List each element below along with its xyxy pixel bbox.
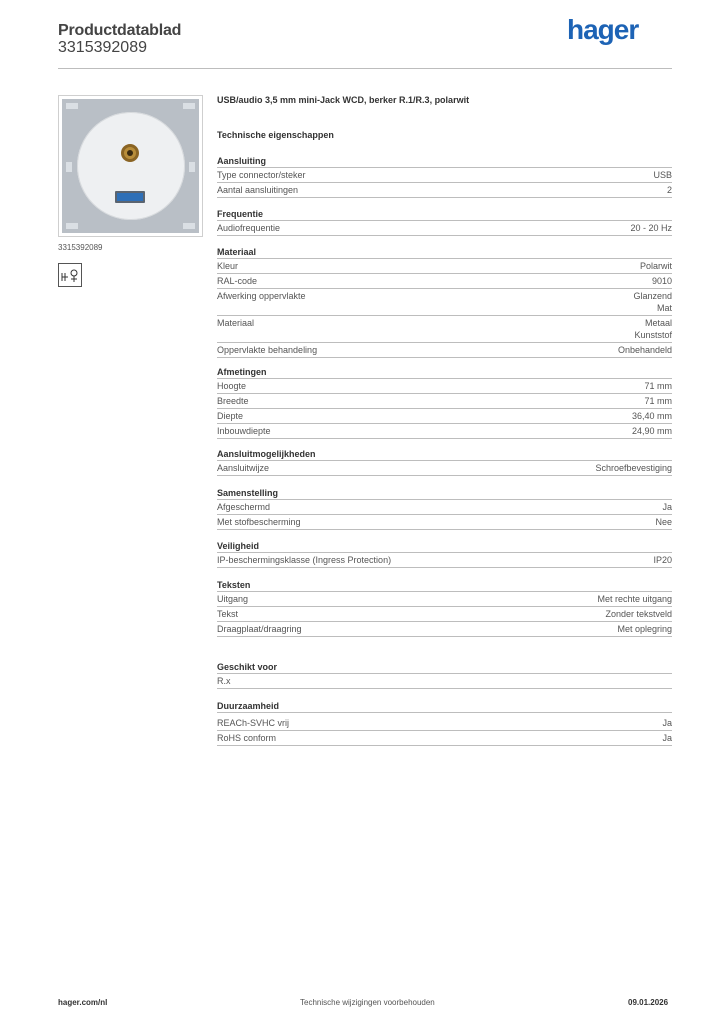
section-title: Frequentie (217, 208, 672, 221)
section-title: Veiligheid (217, 540, 672, 553)
section-afmetingen (217, 366, 672, 439)
row-value: Met rechte uitgang (597, 594, 672, 604)
row-value: USB (653, 170, 672, 180)
table-row (217, 168, 672, 183)
row-value: Ja (662, 502, 672, 512)
row-label: Afwerking oppervlakte (217, 291, 306, 301)
header-title: Productdatablad (58, 22, 182, 39)
usb-port-icon (115, 191, 145, 203)
row-value: 71 mm (644, 396, 672, 406)
table-row (217, 394, 672, 409)
row-label: Met stofbescherming (217, 517, 301, 527)
table-row (217, 379, 672, 394)
table-row (217, 183, 672, 198)
table-row (217, 221, 672, 236)
table-row (217, 343, 672, 358)
row-label: RAL-code (217, 276, 258, 286)
row-label: Hoogte (217, 381, 247, 391)
properties-heading: Technische eigenschappen (217, 130, 334, 140)
product-image (58, 95, 203, 237)
row-value: 9010 (651, 276, 672, 286)
row-value: 2 (666, 185, 672, 195)
section-title: Geschikt voor (217, 661, 672, 674)
section-materiaal (217, 246, 672, 358)
section-title: Aansluiting (217, 155, 672, 168)
socket-face (77, 112, 185, 220)
row-value: Ja (662, 718, 672, 728)
row-label: Aansluitwijze (217, 463, 270, 473)
footer-website-link[interactable]: hager.com/nl (58, 998, 108, 1007)
row-value: 71 mm (644, 381, 672, 391)
row-value: Onbehandeld (617, 345, 672, 355)
row-label: RoHS conform (217, 733, 277, 743)
table-row (217, 515, 672, 530)
section-frequentie (217, 208, 672, 236)
table-row (217, 316, 672, 343)
table-row (217, 274, 672, 289)
section-title: Materiaal (217, 246, 672, 259)
row-value: Zonder tekstveld (605, 609, 672, 619)
row-label: Inbouwdiepte (217, 426, 271, 436)
section-teksten (217, 579, 672, 637)
footer-date: 09.01.2026 (628, 998, 669, 1007)
header-product-code: 3315392089 (58, 39, 147, 56)
row-value: Met oplegring (617, 624, 672, 634)
section-title: Aansluitmogelijkheden (217, 448, 672, 461)
table-row (217, 592, 672, 607)
row-value: Polarwit (639, 261, 672, 271)
row-label: R.x (217, 676, 231, 686)
row-label: Aantal aansluitingen (217, 185, 299, 195)
row-value: 36,40 mm (631, 411, 672, 421)
row-value: Schroefbevestiging (595, 463, 672, 473)
table-row (217, 731, 672, 746)
row-label: Diepte (217, 411, 244, 421)
section-samenstelling (217, 487, 672, 530)
section-geschikt-voor (217, 661, 672, 689)
section-title: Samenstelling (217, 487, 672, 500)
table-row (217, 461, 672, 476)
audio-jack-icon (121, 144, 139, 162)
row-value: IP20 (653, 555, 672, 565)
row-label: Tekst (217, 609, 239, 619)
row-label: IP-beschermingsklasse (Ingress Protection) (217, 555, 392, 565)
row-value: Ja (662, 733, 672, 743)
table-row (217, 409, 672, 424)
table-row (217, 424, 672, 439)
row-value: Metaal Kunststof (634, 318, 672, 340)
section-veiligheid (217, 540, 672, 568)
row-label: Materiaal (217, 318, 255, 328)
section-aansluitmogelijkheden (217, 448, 672, 476)
section-title: Duurzaamheid (217, 700, 672, 713)
row-label: Breedte (217, 396, 249, 406)
row-label: Uitgang (217, 594, 249, 604)
table-row (217, 674, 672, 689)
row-label: Type connector/steker (217, 170, 306, 180)
section-title: Afmetingen (217, 366, 672, 379)
table-row (217, 607, 672, 622)
header-divider (58, 68, 672, 69)
row-value: Glanzend Mat (633, 291, 672, 313)
section-title: Teksten (217, 579, 672, 592)
row-label: REACh-SVHC vrij (217, 718, 290, 728)
image-caption: 3315392089 (58, 243, 103, 252)
row-value: 24,90 mm (631, 426, 672, 436)
row-label: Kleur (217, 261, 239, 271)
row-value: Nee (655, 517, 672, 527)
table-row (217, 500, 672, 515)
section-aansluiting (217, 155, 672, 198)
row-label: Audiofrequentie (217, 223, 281, 233)
socket-symbol-icon (58, 263, 82, 287)
row-label: Afgeschermd (217, 502, 271, 512)
wall-plate-picture (62, 99, 199, 233)
hager-logo[interactable]: hager (567, 14, 639, 45)
product-title: USB/audio 3,5 mm mini-Jack WCD, berker R.1/R.3, polarwit (217, 95, 470, 105)
row-value: 20 - 20 Hz (630, 223, 672, 233)
section-duurzaamheid (217, 700, 672, 746)
table-row (217, 553, 672, 568)
table-row (217, 622, 672, 637)
row-label: Draagplaat/draagring (217, 624, 302, 634)
row-label: Oppervlakte behandeling (217, 345, 318, 355)
table-row (217, 289, 672, 316)
table-row (217, 716, 672, 731)
table-row (217, 259, 672, 274)
footer-disclaimer: Technische wijzigingen voorbehouden (300, 998, 435, 1007)
